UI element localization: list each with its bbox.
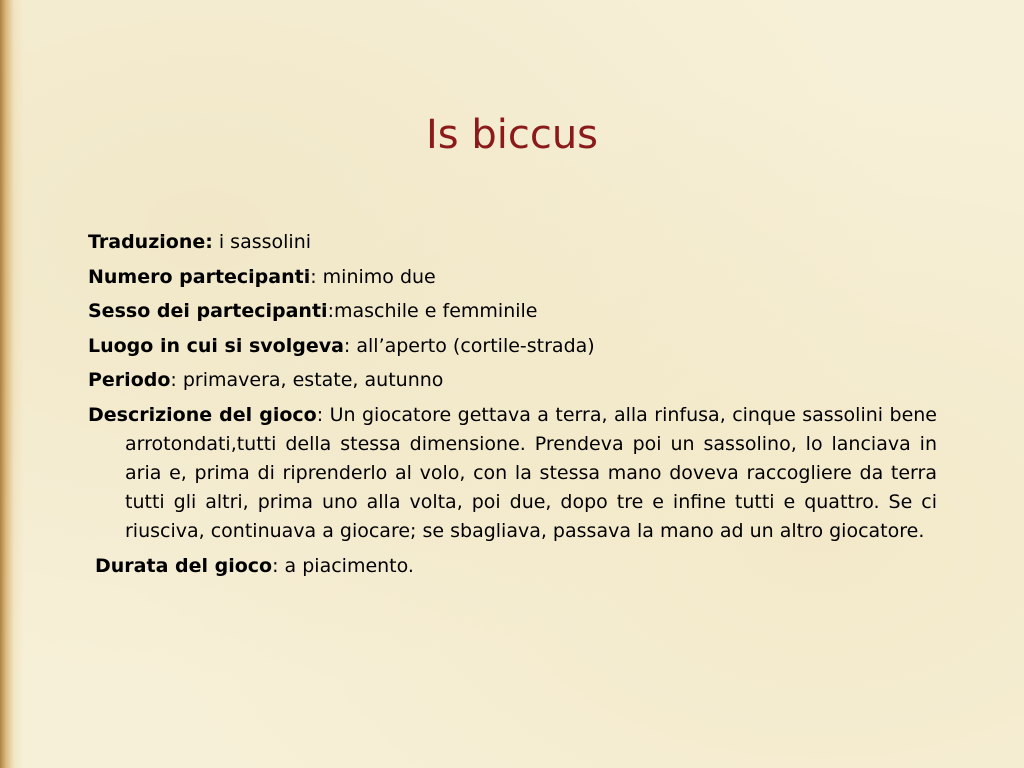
item-luogo <box>88 332 937 361</box>
slide-content <box>88 228 937 586</box>
item-label: Luogo in cui si svolgeva <box>88 334 344 357</box>
item-label: Traduzione: <box>88 231 213 253</box>
item-descrizione <box>88 401 937 546</box>
item-value: : primavera, estate, autunno <box>170 369 444 391</box>
item-value: : Un giocatore gettava a terra, alla rinfusa, cinque sassolini bene arrotondati,tutti della stessa dimensione. Prendeva poi un sassolino, lo lanciava in aria e, prima di riprenderlo al volo, con la stessa mano doveva raccogliere da terra tutti gli altri, prima uno alla volta, poi due, dopo tre e infine tutti e quattro. Se ci riusciva, continuava a giocare; se sbagliava, passava la mano ad un altro giocatore. <box>125 403 937 542</box>
item-periodo <box>88 366 937 395</box>
slide-title: Is biccus <box>425 112 599 158</box>
item-value: :maschile e femminile <box>327 300 538 322</box>
item-label: Periodo <box>88 369 171 391</box>
item-durata <box>88 552 937 581</box>
item-label: Numero partecipanti <box>88 265 311 288</box>
item-value: i sassolini <box>212 231 312 253</box>
item-value: : all’aperto (cortile-strada) <box>343 334 595 357</box>
item-sesso-partecipanti <box>88 297 937 326</box>
item-numero-partecipanti <box>88 263 937 292</box>
item-value: : a piacimento. <box>272 554 414 577</box>
item-value: : minimo due <box>310 265 436 288</box>
item-label: Sesso dei partecipanti <box>88 300 328 322</box>
item-label: Durata del gioco <box>95 554 273 577</box>
item-label: Descrizione del gioco <box>88 403 317 426</box>
item-traduzione <box>88 228 937 257</box>
